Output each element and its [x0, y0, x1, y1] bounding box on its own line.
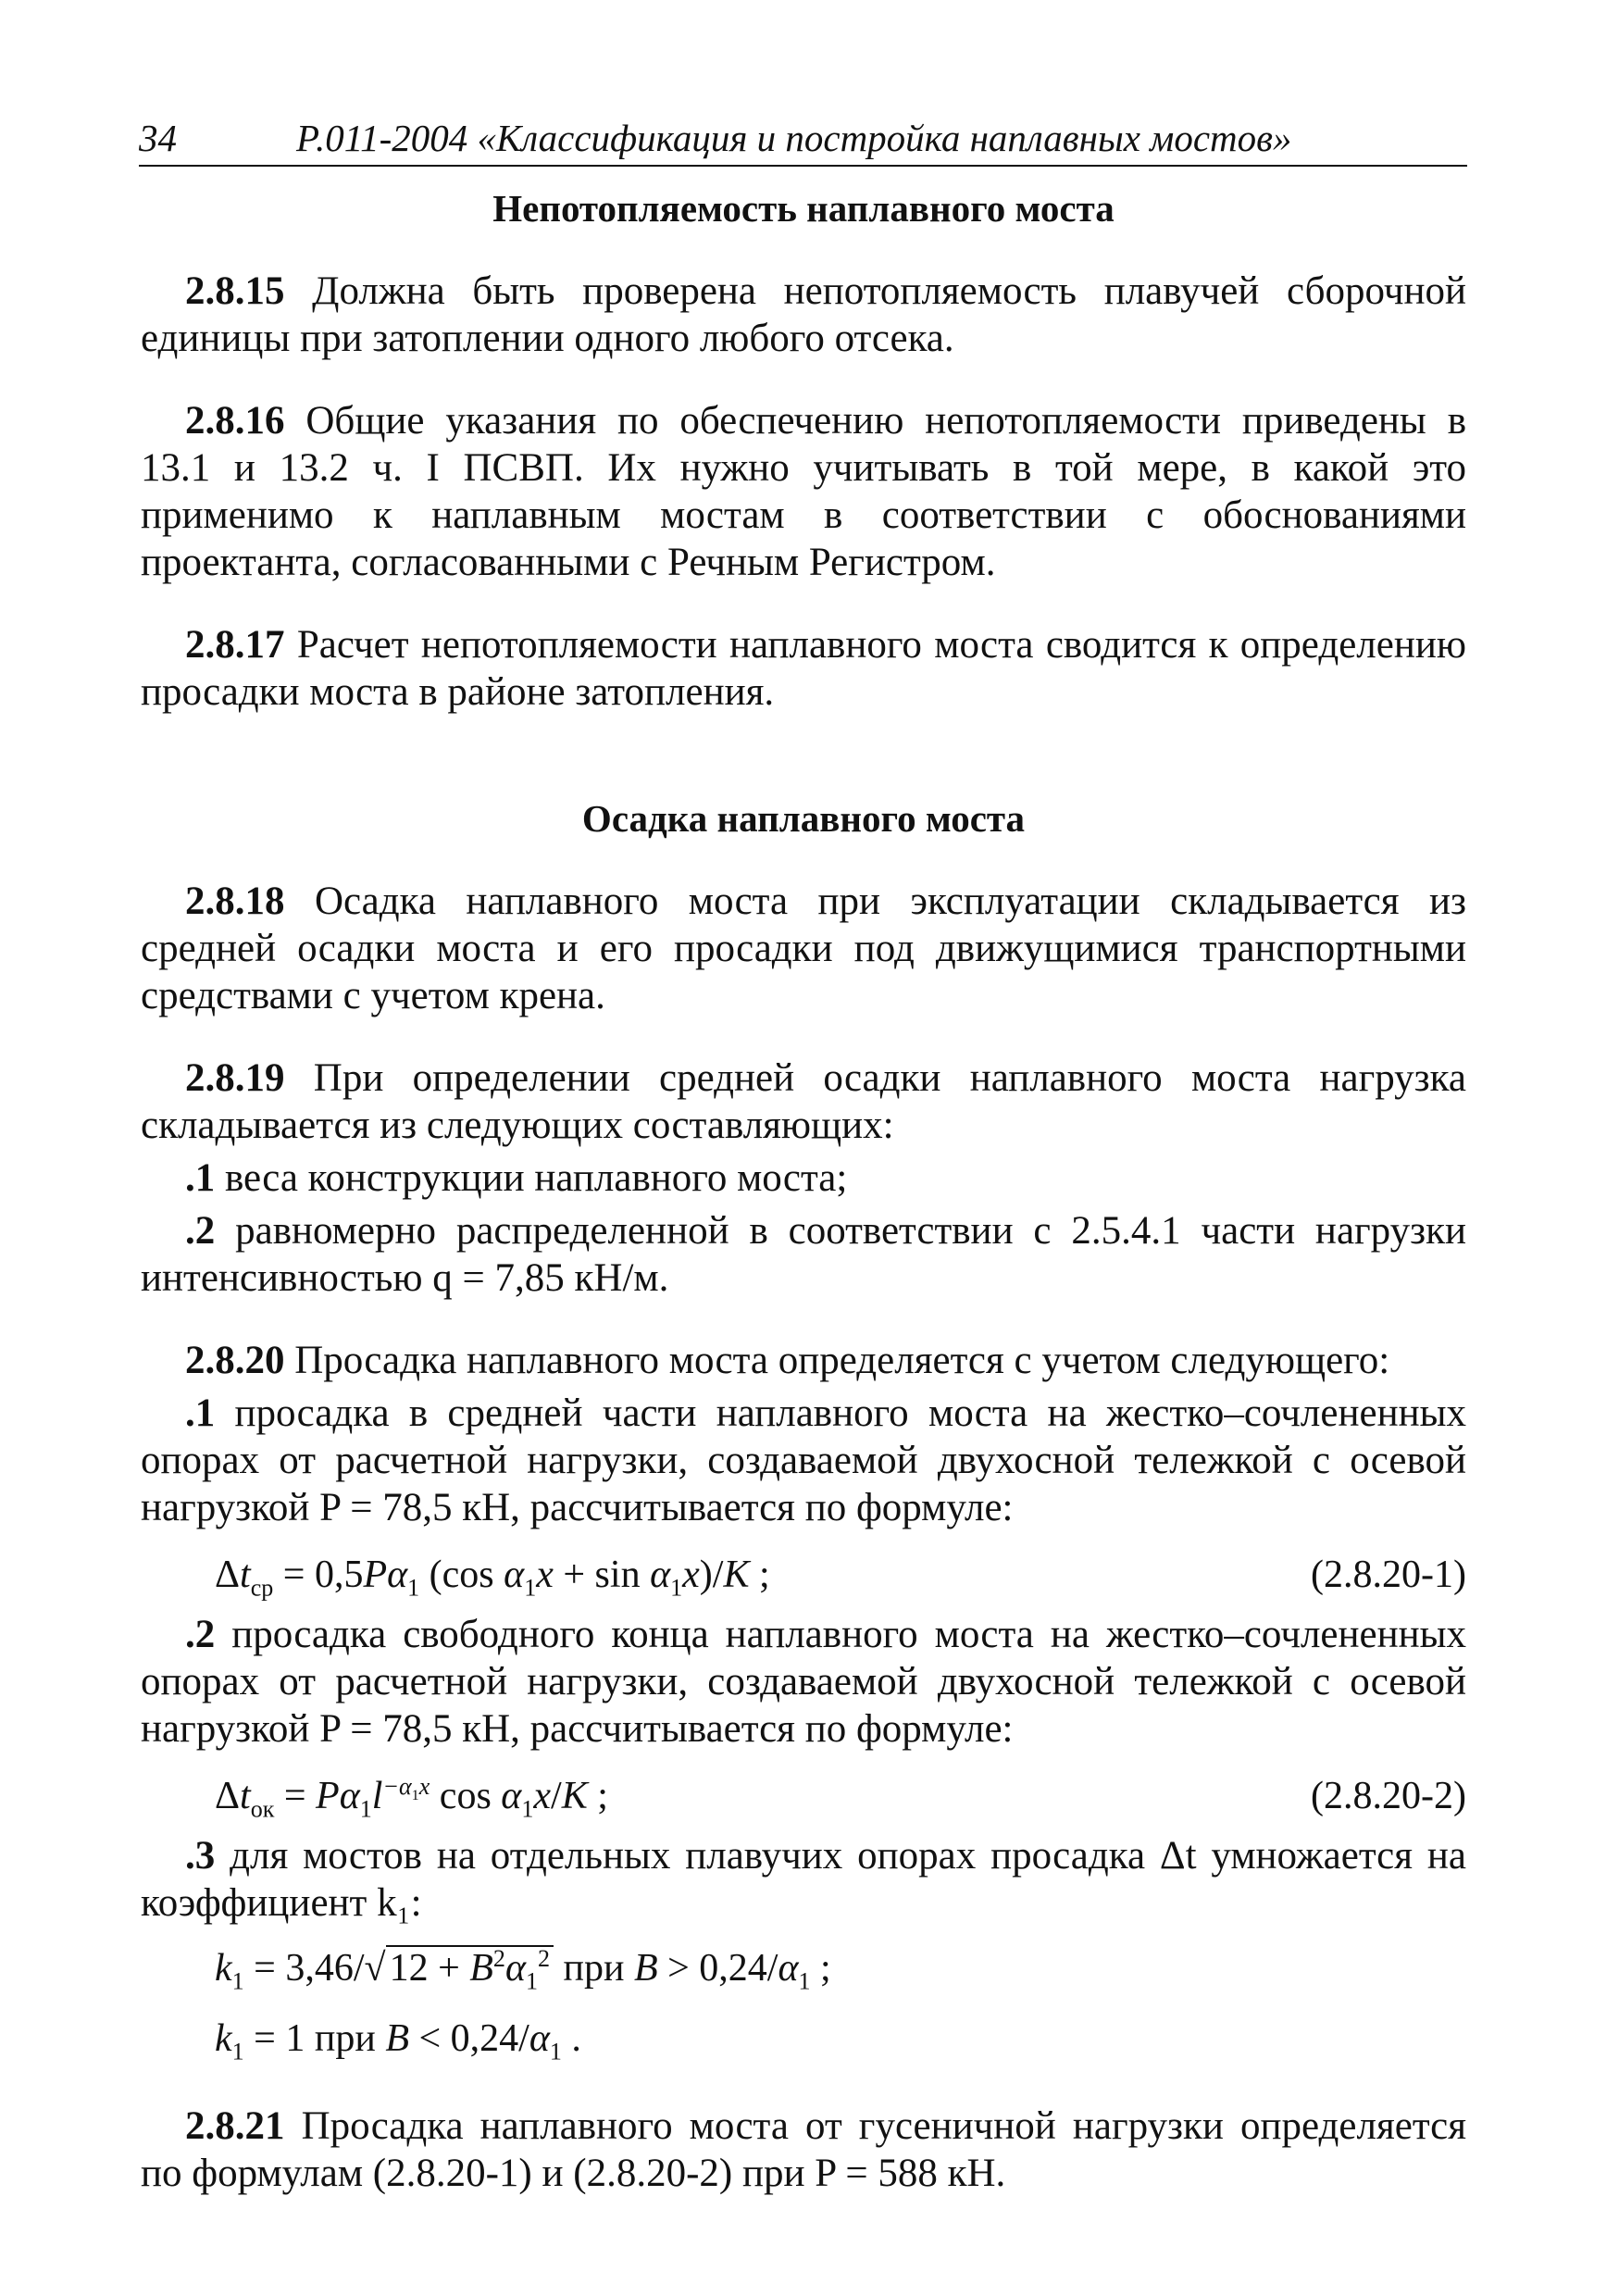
paragraph-2-8-19 — [141, 1054, 1466, 1149]
clause-text: Осадка наплавного моста при эксплуатации складывается из средней осадки моста и его просадки под движущимися транспортными средствами с учетом крена. — [141, 880, 1466, 1017]
clause-number: 2.8.20 — [185, 1339, 285, 1382]
page-content — [141, 185, 1466, 2197]
subclause-text: равномерно распределенной в соответствии с 2.5.4.1 части нагрузки интенсивностью q = 7,85 кН/м. — [141, 1209, 1466, 1300]
paragraph-2-8-20 — [141, 1337, 1466, 1384]
subclause-text: просадка в средней части наплавного моста на жестко–сочлененных опорах от расчетной нагрузки, создаваемой двухосной тележкой с осевой нагрузкой P = 78,5 кН, рассчитывается по формуле: — [141, 1391, 1466, 1529]
clause-text: Просадка наплавного моста определяется с учетом следующего: — [284, 1339, 1390, 1382]
paragraph-2-8-15 — [141, 268, 1466, 362]
paragraph-2-8-21 — [141, 2103, 1466, 2197]
equation-number: (2.8.20-2) — [1311, 1775, 1466, 1817]
formula-expression: $\Delta t_{ок} = P\alpha_1l^{-\alpha_1x}$ $\cos \alpha_1x/K$ ; — [215, 1773, 608, 1823]
section-heading-unsinkability: Непотопляемость наплавного моста — [492, 187, 1115, 230]
paragraph-2-8-20-1 — [141, 1390, 1466, 1531]
clause-number: 2.8.21 — [185, 2104, 285, 2148]
paragraph-2-8-19-2 — [141, 1207, 1466, 1302]
paragraph-2-8-19-1 — [141, 1154, 1466, 1202]
paragraph-2-8-16 — [141, 397, 1466, 586]
clause-text: Расчет непотопляемости наплавного моста сводится к определению просадки моста в районе затопления. — [141, 623, 1466, 714]
clause-number: 2.8.15 — [185, 269, 285, 313]
subclause-number: .2 — [185, 1613, 216, 1656]
clause-number: 2.8.18 — [185, 880, 285, 923]
equation-number: (2.8.20-1) — [1311, 1554, 1466, 1596]
clause-number: 2.8.16 — [185, 399, 285, 443]
subclause-number: .1 — [185, 1156, 216, 1200]
condition-word: при — [563, 1947, 625, 1990]
formula-2-8-20-1 — [141, 1548, 1466, 1602]
clause-text: Должна быть проверена непотопляемость плавучей сборочной единицы при затоплении одного любого отсека. — [141, 269, 1466, 360]
clause-number: 2.8.19 — [185, 1056, 285, 1100]
paragraph-2-8-20-2 — [141, 1611, 1466, 1753]
paragraph-2-8-20-3 — [141, 1832, 1466, 1927]
formula-expression: $\Delta t_{ср} = 0,5P\alpha_1$ (cos $\alpha_1x + \sin \alpha_1x)/K$ ; — [215, 1554, 770, 1602]
condition-word: при — [314, 2017, 376, 2060]
document-title: Р.011-2004 «Классификация и постройка наплавных мостов» — [296, 117, 1292, 159]
running-header — [139, 115, 1467, 167]
formula-k1-case-1: $k_1 = 3,46/√12 + B^2\alpha_1^2$ при $B > 0,24/\alpha_1$ ; — [215, 1945, 831, 1995]
formula-k1-case-2: $k_1 = 1$ при $B < 0,24/\alpha_1$ . — [215, 2017, 581, 2065]
formula-2-8-20-2 — [141, 1769, 1466, 1823]
subclause-text: веса конструкции наплавного моста; — [215, 1156, 848, 1200]
paragraph-2-8-17 — [141, 621, 1466, 716]
clause-number: 2.8.17 — [185, 623, 285, 667]
clause-text: При определении средней осадки наплавного моста нагрузка складывается из следующих составляющих: — [141, 1056, 1466, 1147]
subclause-text: просадка свободного конца наплавного моста на жестко–сочлененных опорах от расчетной нагрузки, создаваемой двухосной тележкой с осевой нагрузкой P = 78,5 кН, рассчитывается по формуле: — [141, 1613, 1466, 1751]
subclause-number: .2 — [185, 1209, 216, 1253]
paragraph-2-8-18 — [141, 878, 1466, 1019]
clause-text: Общие указания по обеспечению непотопляемости приведены в 13.1 и 13.2 ч. I ПСВП. Их нужно учитывать в той мере, в какой это применимо к наплавным мостам в соответствии с обоснованиями проектанта, согласованными с Речным Регистром. — [141, 399, 1466, 584]
page-number: 34 — [139, 117, 177, 159]
clause-text: Просадка наплавного моста от гусеничной нагрузки определяется по формулам (2.8.20-1) и (2.8.20-2) при P = 588 кН. — [141, 2104, 1466, 2195]
subclause-text: для мостов на отдельных плавучих опорах просадка Δt умножается на коэффициент k₁: — [141, 1834, 1466, 1925]
subclause-number: .1 — [185, 1391, 216, 1435]
section-heading-draft: Осадка наплавного моста — [581, 797, 1026, 840]
subclause-number: .3 — [185, 1834, 216, 1878]
